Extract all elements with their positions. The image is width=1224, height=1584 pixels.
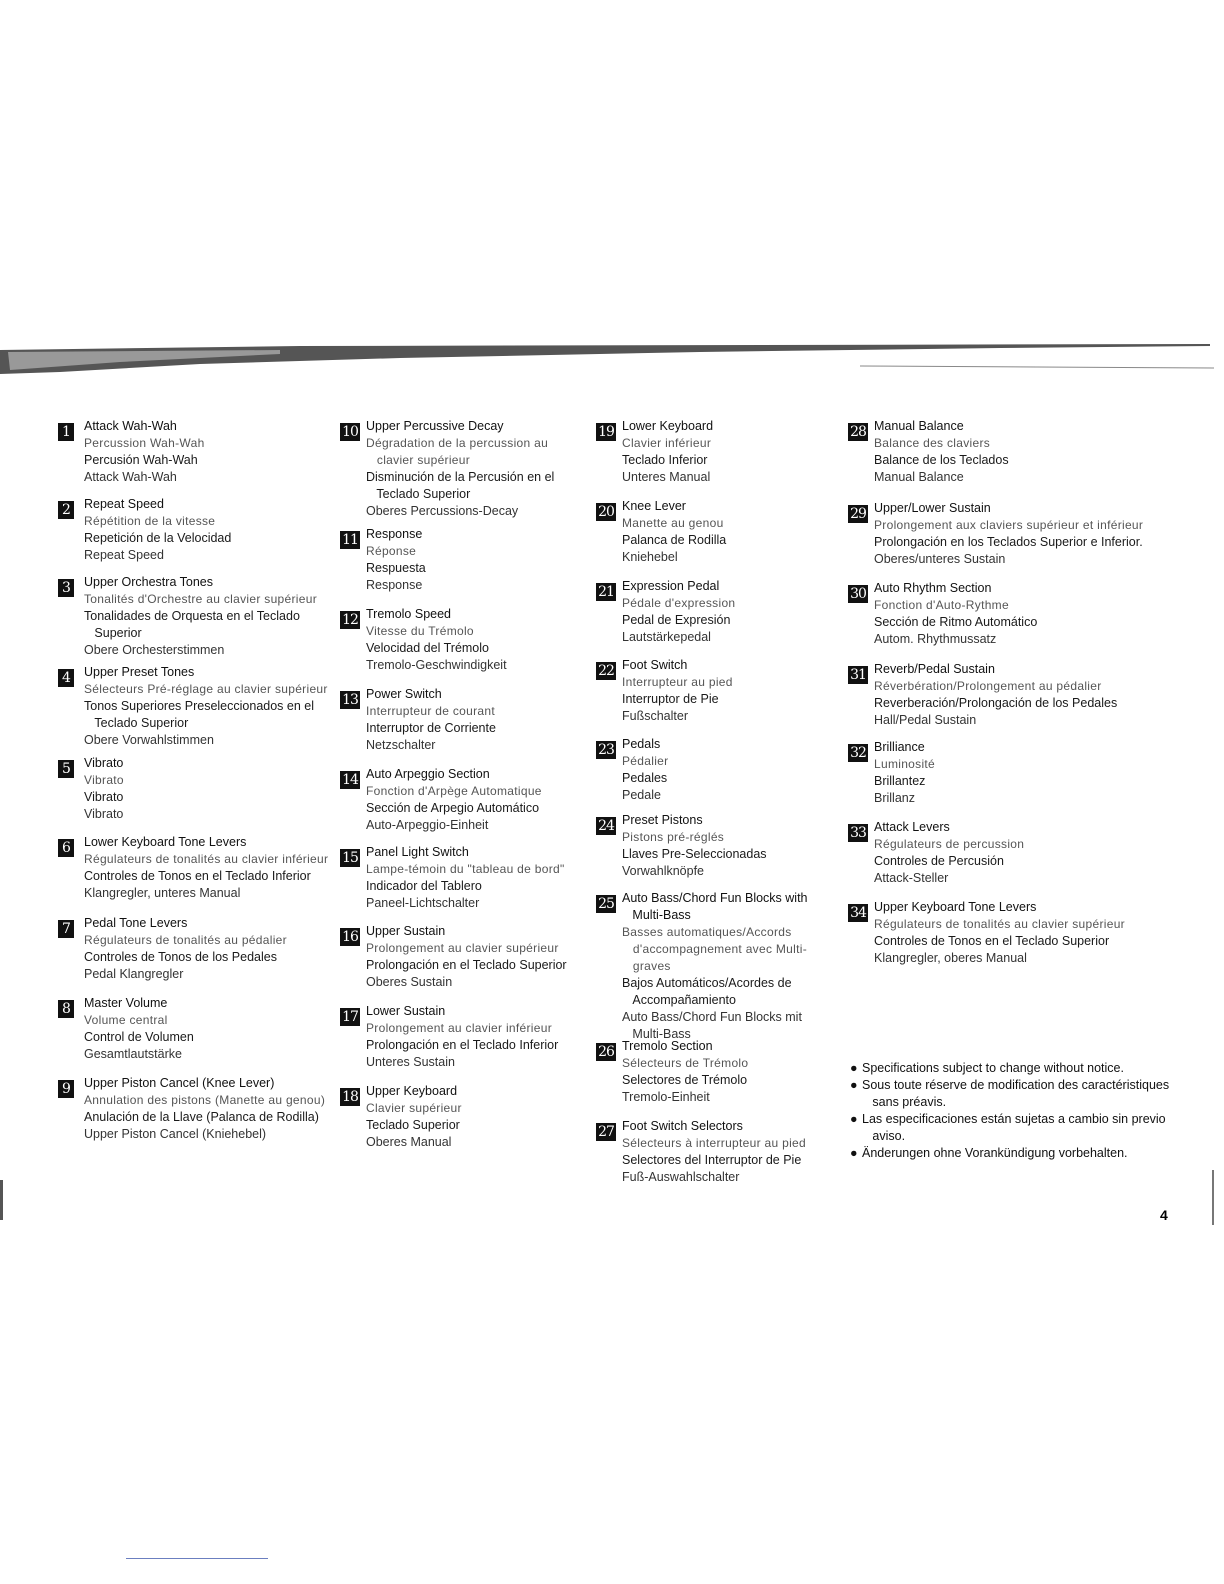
legend-entry-17 <box>340 1003 616 1071</box>
entry-label-de: Oberes Sustain <box>366 975 453 989</box>
entry-label-es: Controles de Tonos de los Pedales <box>84 950 277 964</box>
legend-entry-5 <box>58 755 356 823</box>
entry-label-es: Pedales <box>622 771 668 785</box>
bullet-icon: ● <box>850 1061 858 1075</box>
entry-label-en: Upper Percussive Decay <box>366 419 504 433</box>
entry-label-fr: Manette au genou <box>622 516 724 530</box>
entry-label-es: Prolongación en el Teclado Inferior <box>366 1038 559 1052</box>
entry-label-fr: Répétition de la vitesse <box>84 514 216 528</box>
bullet-icon: ● <box>850 1112 858 1126</box>
entry-label-en: Foot Switch <box>622 658 688 672</box>
legend-entry-26 <box>596 1038 862 1106</box>
callout-number-22: 22 <box>596 662 616 680</box>
legend-entry-21 <box>596 578 862 646</box>
callout-number-12: 12 <box>340 611 360 629</box>
legend-entry-9 <box>58 1075 356 1143</box>
entry-label-es: Prolongación en los Teclados Superior e Inferior. <box>874 535 1143 549</box>
entry-label-fr: Basses automatiques/Accords d'accompagnement avec Multi- graves <box>622 925 808 973</box>
entry-label-es: Teclado Inferior <box>622 453 708 467</box>
callout-number-9: 9 <box>58 1080 74 1098</box>
callout-number-33: 33 <box>848 824 868 842</box>
entry-label-fr: Percussion Wah-Wah <box>84 436 205 450</box>
legend-entry-13 <box>340 686 616 754</box>
page-number: 4 <box>1160 1207 1168 1223</box>
entry-label-de: Unteres Manual <box>622 470 711 484</box>
entry-label-en: Tremolo Speed <box>366 607 451 621</box>
note-item <box>850 1145 1200 1162</box>
entry-label-de: Oberes Manual <box>366 1135 452 1149</box>
entry-label-fr: Prolongement au clavier supérieur <box>366 941 559 955</box>
note-item <box>850 1111 1200 1145</box>
legend-entry-29 <box>848 500 1214 568</box>
entry-label-es: Disminución de la Percusión en el Teclado Superior <box>366 470 555 501</box>
entry-label-de: Manual Balance <box>874 470 964 484</box>
entry-label-de: Netzschalter <box>366 738 436 752</box>
callout-number-25: 25 <box>596 895 616 913</box>
entry-label-es: Llaves Pre-Seleccionadas <box>622 847 767 861</box>
entry-label-fr: Dégradation de la percussion au clavier supérieur <box>366 436 549 467</box>
legend-entry-15 <box>340 844 616 912</box>
callout-number-13: 13 <box>340 691 360 709</box>
note-text: Specifications subject to change without notice. <box>862 1061 1124 1075</box>
legend-entry-28 <box>848 418 1214 486</box>
note-item <box>850 1077 1200 1111</box>
entry-label-es: Prolongación en el Teclado Superior <box>366 958 567 972</box>
entry-label-fr: Fonction d'Arpège Automatique <box>366 784 542 798</box>
entry-label-es: Selectores de Trémolo <box>622 1073 748 1087</box>
entry-label-de: Vibrato <box>84 807 124 821</box>
callout-number-30: 30 <box>848 585 868 603</box>
callout-number-16: 16 <box>340 928 360 946</box>
callout-number-34: 34 <box>848 904 868 922</box>
callout-number-4: 4 <box>58 669 74 687</box>
entry-label-de: Oberes/unteres Sustain <box>874 552 1006 566</box>
legend-entry-34 <box>848 899 1214 967</box>
callout-number-7: 7 <box>58 920 74 938</box>
legend-entry-20 <box>596 498 862 566</box>
entry-label-en: Power Switch <box>366 687 442 701</box>
callout-number-31: 31 <box>848 666 868 684</box>
entry-label-en: Upper Piston Cancel (Knee Lever) <box>84 1076 275 1090</box>
legend-entry-23 <box>596 736 862 804</box>
entry-label-fr: Luminosité <box>874 757 936 771</box>
entry-label-fr: Pédale d'expression <box>622 596 736 610</box>
entry-label-en: Foot Switch Selectors <box>622 1119 743 1133</box>
entry-label-es: Vibrato <box>84 790 124 804</box>
entry-label-en: Auto Rhythm Section <box>874 581 992 595</box>
entry-label-en: Auto Bass/Chord Fun Blocks with Multi-Bass <box>622 891 808 922</box>
legend-entry-27 <box>596 1118 862 1186</box>
entry-label-en: Pedal Tone Levers <box>84 916 188 930</box>
entry-label-es: Velocidad del Trémolo <box>366 641 489 655</box>
entry-label-de: Lautstärkepedal <box>622 630 711 644</box>
callout-number-2: 2 <box>58 501 74 519</box>
entry-label-es: Tonalidades de Orquesta en el Teclado Superior <box>84 609 300 640</box>
entry-label-de: Fuß-Auswahlschalter <box>622 1170 740 1184</box>
callout-number-10: 10 <box>340 423 360 441</box>
entry-label-fr: Pédalier <box>622 754 669 768</box>
legend-entry-2 <box>58 496 356 564</box>
entry-label-en: Upper Sustain <box>366 924 446 938</box>
callout-number-17: 17 <box>340 1008 360 1026</box>
entry-label-en: Upper/Lower Sustain <box>874 501 991 515</box>
entry-label-en: Master Volume <box>84 996 168 1010</box>
entry-label-en: Auto Arpeggio Section <box>366 767 490 781</box>
entry-label-fr: Sélecteurs de Trémolo <box>622 1056 749 1070</box>
entry-label-en: Knee Lever <box>622 499 686 513</box>
legend-entry-16 <box>340 923 616 991</box>
entry-label-de: Autom. Rhythmussatz <box>874 632 997 646</box>
note-text: Sous toute réserve de modification des caractéristiques sans préavis. <box>862 1078 1170 1109</box>
legend-entry-31 <box>848 661 1214 729</box>
entry-label-de: Obere Vorwahlstimmen <box>84 733 214 747</box>
entry-label-es: Interruptor de Pie <box>622 692 719 706</box>
entry-label-de: Brillanz <box>874 791 915 805</box>
legend-entry-14 <box>340 766 616 834</box>
entry-label-fr: Clavier inférieur <box>622 436 712 450</box>
legend-entry-30 <box>848 580 1214 648</box>
entry-label-es: Sección de Ritmo Automático <box>874 615 1038 629</box>
entry-label-en: Expression Pedal <box>622 579 720 593</box>
entry-label-en: Tremolo Section <box>622 1039 713 1053</box>
entry-label-de: Unteres Sustain <box>366 1055 455 1069</box>
legend-entry-33 <box>848 819 1214 887</box>
entry-label-fr: Volume central <box>84 1013 168 1027</box>
callout-number-19: 19 <box>596 423 616 441</box>
note-text: Änderungen ohne Vorankündigung vorbehalten. <box>862 1146 1128 1160</box>
callout-number-21: 21 <box>596 583 616 601</box>
bullet-icon: ● <box>850 1146 858 1160</box>
footer-rule <box>126 1558 268 1559</box>
entry-label-es: Tonos Superiores Preseleccionados en el Teclado Superior <box>84 699 314 730</box>
entry-label-es: Teclado Superior <box>366 1118 460 1132</box>
callout-number-32: 32 <box>848 744 868 762</box>
callout-number-27: 27 <box>596 1123 616 1141</box>
legend-entry-11 <box>340 526 616 594</box>
entry-label-de: Auto-Arpeggio-Einheit <box>366 818 489 832</box>
entry-label-es: Sección de Arpegio Automático <box>366 801 540 815</box>
entry-label-fr: Interrupteur au pied <box>622 675 733 689</box>
callout-number-15: 15 <box>340 849 360 867</box>
callout-number-26: 26 <box>596 1043 616 1061</box>
entry-label-fr: Fonction d'Auto-Rythme <box>874 598 1009 612</box>
entry-label-en: Reverb/Pedal Sustain <box>874 662 995 676</box>
callout-number-23: 23 <box>596 741 616 759</box>
entry-label-es: Reverberación/Prolongación de los Pedales <box>874 696 1118 710</box>
entry-label-de: Attack Wah-Wah <box>84 470 177 484</box>
entry-label-es: Bajos Automáticos/Acordes de Accompañamiento <box>622 976 792 1007</box>
entry-label-es: Brillantez <box>874 774 926 788</box>
callout-number-11: 11 <box>340 531 360 549</box>
entry-label-de: Repeat Speed <box>84 548 164 562</box>
entry-label-en: Lower Sustain <box>366 1004 446 1018</box>
legend-entry-6 <box>58 834 356 902</box>
callout-number-3: 3 <box>58 579 74 597</box>
entry-label-en: Upper Orchestra Tones <box>84 575 213 589</box>
entry-label-fr: Régulateurs de tonalités au pédalier <box>84 933 287 947</box>
entry-label-fr: Sélecteurs Pré-réglage au clavier supérieur <box>84 682 328 696</box>
entry-label-fr: Vibrato <box>84 773 124 787</box>
entry-label-en: Upper Keyboard Tone Levers <box>874 900 1037 914</box>
entry-label-es: Interruptor de Corriente <box>366 721 496 735</box>
entry-label-en: Attack Levers <box>874 820 950 834</box>
entry-label-en: Vibrato <box>84 756 124 770</box>
entry-label-es: Repetición de la Velocidad <box>84 531 232 545</box>
entry-label-fr: Réponse <box>366 544 417 558</box>
legend-entry-32 <box>848 739 1214 807</box>
entry-label-es: Control de Volumen <box>84 1030 194 1044</box>
legend-entry-4 <box>58 664 356 749</box>
entry-label-en: Lower Keyboard Tone Levers <box>84 835 247 849</box>
legend-entry-7 <box>58 915 356 983</box>
bullet-icon: ● <box>850 1078 858 1092</box>
entry-label-en: Pedals <box>622 737 661 751</box>
entry-label-fr: Balance des claviers <box>874 436 991 450</box>
entry-label-en: Attack Wah-Wah <box>84 419 177 433</box>
entry-label-de: Response <box>366 578 423 592</box>
entry-label-es: Controles de Tonos en el Teclado Inferior <box>84 869 311 883</box>
legend-entry-19 <box>596 418 862 486</box>
entry-label-de: Obere Orchesterstimmen <box>84 643 225 657</box>
callout-number-14: 14 <box>340 771 360 789</box>
entry-label-fr: Vitesse du Trémolo <box>366 624 474 638</box>
entry-label-es: Palanca de Rodilla <box>622 533 727 547</box>
entry-label-en: Upper Preset Tones <box>84 665 195 679</box>
entry-label-fr: Lampe-témoin du "tableau de bord" <box>366 862 565 876</box>
entry-label-es: Controles de Percusión <box>874 854 1004 868</box>
callout-number-29: 29 <box>848 505 868 523</box>
entry-label-fr: Interrupteur de courant <box>366 704 495 718</box>
header-rule <box>0 344 1214 374</box>
entry-label-fr: Régulateurs de tonalités au clavier inférieur <box>84 852 329 866</box>
entry-label-fr: Sélecteurs à interrupteur au pied <box>622 1136 807 1150</box>
legend-entry-24 <box>596 812 862 880</box>
entry-label-en: Repeat Speed <box>84 497 164 511</box>
entry-label-es: Anulación de la Llave (Palanca de Rodilla) <box>84 1110 319 1124</box>
entry-label-fr: Pistons pré-réglés <box>622 830 725 844</box>
entry-label-en: Panel Light Switch <box>366 845 469 859</box>
entry-label-de: Hall/Pedal Sustain <box>874 713 977 727</box>
entry-label-fr: Régulateurs de percussion <box>874 837 1025 851</box>
callout-number-28: 28 <box>848 423 868 441</box>
entry-label-de: Tremolo-Einheit <box>622 1090 710 1104</box>
entry-label-en: Preset Pistons <box>622 813 703 827</box>
callout-number-24: 24 <box>596 817 616 835</box>
entry-label-de: Fußschalter <box>622 709 688 723</box>
legend-entry-8 <box>58 995 356 1063</box>
entry-label-es: Percusión Wah-Wah <box>84 453 198 467</box>
legend-entry-22 <box>596 657 862 725</box>
callout-number-20: 20 <box>596 503 616 521</box>
entry-label-en: Upper Keyboard <box>366 1084 458 1098</box>
entry-label-fr: Annulation des pistons (Manette au genou) <box>84 1093 326 1107</box>
entry-label-de: Upper Piston Cancel (Kniehebel) <box>84 1127 267 1141</box>
legend-entry-25 <box>596 890 862 1043</box>
entry-label-de: Paneel-Lichtschalter <box>366 896 480 910</box>
callout-number-18: 18 <box>340 1088 360 1106</box>
entry-label-fr: Réverbération/Prolongement au pédalier <box>874 679 1102 693</box>
legend-entry-3 <box>58 574 356 659</box>
entry-label-en: Brilliance <box>874 740 925 754</box>
entry-label-es: Indicador del Tablero <box>366 879 482 893</box>
legend-entry-10 <box>340 418 616 520</box>
callout-number-1: 1 <box>58 423 74 441</box>
callout-number-5: 5 <box>58 760 74 778</box>
entry-label-fr: Tonalités d'Orchestre au clavier supérieur <box>84 592 317 606</box>
entry-label-es: Selectores del Interruptor de Pie <box>622 1153 802 1167</box>
legend-entry-18 <box>340 1083 616 1151</box>
margin-mark-right <box>1212 1170 1214 1225</box>
entry-label-de: Pedal Klangregler <box>84 967 184 981</box>
entry-label-de: Klangregler, unteres Manual <box>84 886 241 900</box>
note-text: Las especificaciones están sujetas a cambio sin previo aviso. <box>862 1112 1166 1143</box>
callout-number-6: 6 <box>58 839 74 857</box>
entry-label-de: Pedale <box>622 788 661 802</box>
entry-label-fr: Prolongement aux claviers supérieur et inférieur <box>874 518 1144 532</box>
entry-label-fr: Clavier supérieur <box>366 1101 462 1115</box>
entry-label-es: Respuesta <box>366 561 426 575</box>
entry-label-es: Pedal de Expresión <box>622 613 731 627</box>
entry-label-en: Lower Keyboard <box>622 419 714 433</box>
entry-label-de: Attack-Steller <box>874 871 949 885</box>
entry-label-de: Kniehebel <box>622 550 678 564</box>
entry-label-de: Tremolo-Geschwindigkeit <box>366 658 507 672</box>
entry-label-es: Balance de los Teclados <box>874 453 1009 467</box>
entry-label-de: Gesamtlautstärke <box>84 1047 182 1061</box>
entry-label-en: Manual Balance <box>874 419 964 433</box>
entry-label-de: Klangregler, oberes Manual <box>874 951 1027 965</box>
entry-label-en: Response <box>366 527 423 541</box>
entry-label-es: Controles de Tonos en el Teclado Superior <box>874 934 1110 948</box>
note-item <box>850 1060 1200 1077</box>
callout-number-8: 8 <box>58 1000 74 1018</box>
legend-entry-1 <box>58 418 356 486</box>
entry-label-de: Vorwahlknöpfe <box>622 864 705 878</box>
entry-label-fr: Régulateurs de tonalités au clavier supérieur <box>874 917 1125 931</box>
specification-notes <box>850 1060 1200 1162</box>
entry-label-de: Auto Bass/Chord Fun Blocks mit Multi-Bass <box>622 1010 802 1041</box>
entry-label-fr: Prolongement au clavier inférieur <box>366 1021 552 1035</box>
margin-mark-left <box>0 1180 3 1220</box>
entry-label-de: Oberes Percussions-Decay <box>366 504 519 518</box>
legend-entry-12 <box>340 606 616 674</box>
